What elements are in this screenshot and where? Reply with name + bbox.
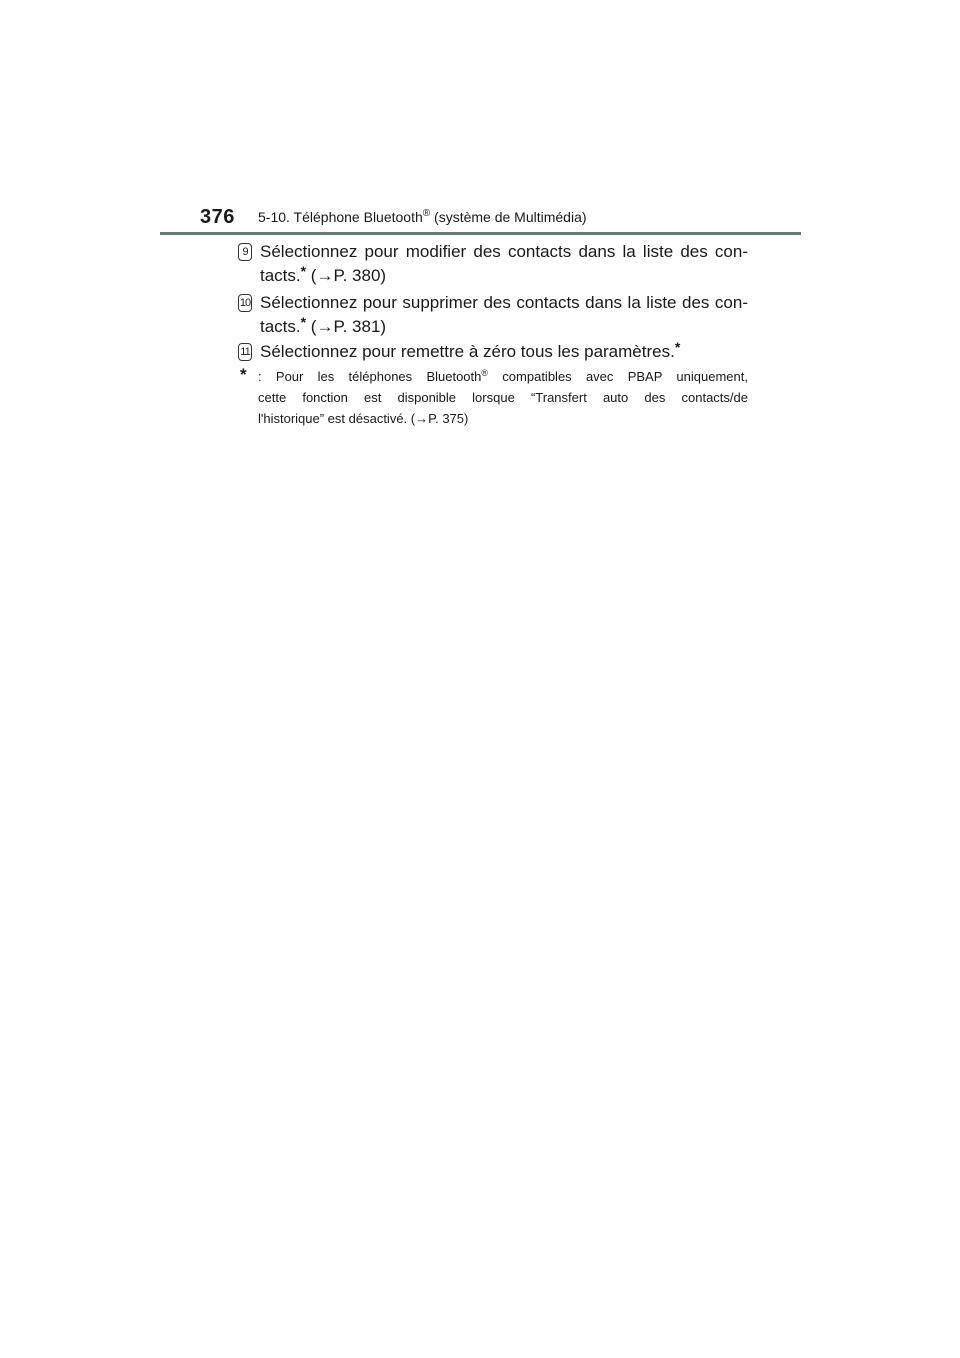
footnote-body (258, 366, 748, 429)
registered-mark: ® (422, 208, 431, 219)
number-10-icon: 10 (238, 294, 252, 312)
asterisk-mark: * (674, 339, 681, 355)
number-11-icon: 11 (238, 343, 252, 361)
footnote-text: compatibles avec PBAP uniquement, (488, 369, 748, 384)
section-title-suffix: (système de Multimédia) (430, 209, 587, 225)
registered-mark: ® (481, 368, 489, 378)
footnote-line (258, 366, 748, 387)
section-title-main: 5-10. Téléphone Bluetooth (258, 209, 423, 225)
item-text (260, 291, 748, 339)
header-divider (160, 232, 801, 235)
section-title (258, 209, 587, 225)
number-9-icon: 9 (238, 243, 252, 261)
item-line-text: tacts. (260, 317, 301, 336)
item-text (260, 240, 748, 288)
page-number: 376 (200, 206, 235, 228)
item-line: Sélectionnez pour modifier des contacts dans la liste des con- (260, 242, 748, 261)
footnote-line: l'historique” est désactivé. (→P. 375) (258, 411, 469, 426)
list-item-9 (238, 240, 748, 288)
footnote-text: : Pour les téléphones Bluetooth (258, 369, 482, 384)
item-line (260, 315, 748, 339)
footnote-line: cette fonction est disponible lorsque “Transfert auto des contacts/de (258, 390, 748, 405)
item-line-text: Sélectionnez pour remettre à zéro tous les paramètres. (260, 342, 675, 361)
asterisk-mark: * (300, 263, 307, 279)
item-line (260, 340, 748, 364)
footnote-asterisk: * (240, 365, 247, 384)
item-line-text: tacts. (260, 266, 301, 285)
list-item-11 (238, 340, 748, 364)
page-reference: (→P. 380) (306, 266, 387, 285)
item-line: Sélectionnez pour supprimer des contacts dans la liste des con- (260, 293, 748, 312)
item-text (260, 340, 748, 364)
asterisk-mark: * (300, 314, 307, 330)
footnote (240, 366, 748, 429)
item-line (260, 264, 748, 288)
list-item-10 (238, 291, 748, 339)
page-reference: (→P. 381) (306, 317, 387, 336)
